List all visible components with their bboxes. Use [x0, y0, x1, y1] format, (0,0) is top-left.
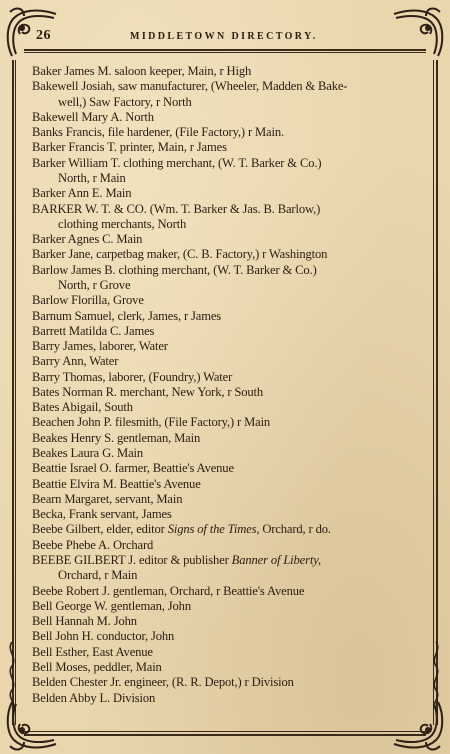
- entry-line: [32, 553, 321, 567]
- directory-entry: [32, 431, 428, 446]
- directory-entry: [32, 629, 428, 644]
- entry-line: Bell George W. gentleman, John: [32, 598, 191, 613]
- page-number: 26: [36, 28, 51, 43]
- directory-entry: [32, 140, 428, 155]
- entry-line: BARKER W. T. & CO. (Wm. T. Barker & Jas. B. Barlow,): [32, 201, 321, 216]
- entry-line: Bell John H. conductor, John: [32, 629, 175, 644]
- entry-text: , Orchard, r do.: [256, 522, 331, 537]
- directory-entry: [32, 232, 428, 247]
- entry-line: Banks Francis, file hardener, (File Factory,) r Main.: [32, 125, 284, 140]
- entry-line: Beakes Laura G. Main: [32, 446, 144, 461]
- directory-entry: [32, 645, 428, 660]
- directory-entry: [32, 370, 428, 385]
- page-header: [0, 28, 450, 48]
- entry-line: Beattie Israel O. farmer, Beattie's Avenue: [32, 461, 234, 476]
- entry-line: Barnum Samuel, clerk, James, r James: [32, 308, 222, 323]
- directory-entries: [32, 64, 428, 706]
- directory-entry: [32, 156, 428, 187]
- entry-line: [32, 522, 331, 536]
- entry-line: Bates Norman R. merchant, New York, r South: [32, 384, 264, 399]
- side-ornament-left-icon: [4, 640, 20, 710]
- directory-entry: [32, 110, 428, 125]
- frame-rule-left: [12, 60, 14, 725]
- directory-entry: [32, 691, 428, 706]
- frame-rule-top: [24, 49, 426, 51]
- entry-line: Barry James, laborer, Water: [32, 339, 168, 354]
- directory-entry: [32, 522, 428, 537]
- entry-line: Bell Esther, East Avenue: [32, 644, 153, 659]
- entry-line: Bakewell Mary A. North: [32, 109, 154, 124]
- entry-continuation-line: North, r Grove: [58, 277, 131, 292]
- directory-entry: [32, 553, 428, 584]
- entry-line: Beebe Phebe A. Orchard: [32, 537, 154, 552]
- directory-entry: [32, 461, 428, 476]
- frame-rule-right-inner: [433, 60, 434, 725]
- side-ornament-right-icon: [428, 640, 444, 710]
- entry-line: Beattie Elvira M. Beattie's Avenue: [32, 476, 201, 491]
- directory-entry: [32, 477, 428, 492]
- entry-line: Baker James M. saloon keeper, Main, r High: [32, 64, 252, 78]
- entry-continuation-line: North, r Main: [58, 170, 126, 185]
- directory-entry: [32, 385, 428, 400]
- directory-entry: [32, 309, 428, 324]
- entry-line: Bearn Margaret, servant, Main: [32, 491, 183, 506]
- directory-entry: [32, 400, 428, 415]
- entry-line: Beakes Henry S. gentleman, Main: [32, 430, 201, 445]
- directory-entry: [32, 415, 428, 430]
- entry-line: Beebe Robert J. gentleman, Orchard, r Beattie's Avenue: [32, 583, 305, 598]
- directory-entry: [32, 293, 428, 308]
- entry-line: Barry Ann, Water: [32, 354, 119, 369]
- directory-entry: [32, 538, 428, 553]
- entry-line: Belden Abby L. Division: [32, 690, 156, 705]
- entry-line: Barlow Florilla, Grove: [32, 293, 144, 308]
- directory-entry: [32, 79, 428, 110]
- entry-line: Bell Hannah M. John: [32, 614, 137, 629]
- entry-continuation-line: well,) Saw Factory, r North: [58, 94, 192, 109]
- directory-entry: [32, 507, 428, 522]
- entry-line: Barry Thomas, laborer, (Foundry,) Water: [32, 369, 233, 384]
- directory-entry: [32, 125, 428, 140]
- directory-entry: [32, 660, 428, 675]
- entry-line: Barker Jane, carpetbag maker, (C. B. Factory,) r Washington: [32, 247, 328, 262]
- directory-entry: [32, 599, 428, 614]
- directory-entry: [32, 446, 428, 461]
- entry-line: Barrett Matilda C. James: [32, 323, 155, 338]
- entry-publication-title: Banner of Liberty,: [231, 553, 321, 567]
- directory-entry: [32, 354, 428, 369]
- entry-line: Bell Moses, peddler, Main: [32, 659, 162, 674]
- directory-entry: [32, 324, 428, 339]
- frame-rule-left-inner: [15, 60, 16, 725]
- directory-entry: [32, 186, 428, 201]
- directory-entry: [32, 614, 428, 629]
- frame-rule-bottom: [24, 734, 426, 736]
- directory-entry: [32, 247, 428, 262]
- entry-line: Bakewell Josiah, saw manufacturer, (Wheeler, Madden & Bake-: [32, 79, 348, 94]
- directory-entry: [32, 263, 428, 294]
- running-head: MIDDLETOWN DIRECTORY.: [130, 31, 318, 42]
- directory-entry: [32, 202, 428, 233]
- entry-publication-title: Signs of the Times: [167, 522, 257, 537]
- entry-line: Belden Chester Jr. engineer, (R. R. Depot,) r Division: [32, 675, 294, 690]
- frame-rule-top-inner: [24, 52, 426, 53]
- entry-text: Beebe Gilbert, elder, editor: [32, 522, 168, 537]
- entry-line: Barker Francis T. printer, Main, r James: [32, 140, 227, 155]
- frame-rule-bottom-inner: [24, 731, 426, 732]
- frame-rule-right: [436, 60, 438, 725]
- entry-text: BEEBE GILBERT J. editor & publisher: [32, 553, 232, 567]
- entry-line: Beachen John P. filesmith, (File Factory,) r Main: [32, 415, 271, 430]
- directory-entry: [32, 675, 428, 690]
- entry-line: Barlow James B. clothing merchant, (W. T. Barker & Co.): [32, 262, 317, 277]
- entry-continuation-line: clothing merchants, North: [58, 216, 187, 231]
- entry-line: Barker William T. clothing merchant, (W. T. Barker & Co.): [32, 155, 322, 170]
- directory-entry: [32, 584, 428, 599]
- entry-line: Barker Agnes C. Main: [32, 232, 143, 247]
- directory-entry: [32, 492, 428, 507]
- entry-line: Bates Abigail, South: [32, 400, 133, 415]
- directory-entry: [32, 339, 428, 354]
- entry-line: Barker Ann E. Main: [32, 186, 132, 201]
- entry-continuation-line: Orchard, r Main: [58, 568, 138, 583]
- entry-line: Becka, Frank servant, James: [32, 507, 172, 522]
- directory-entry: [32, 64, 428, 79]
